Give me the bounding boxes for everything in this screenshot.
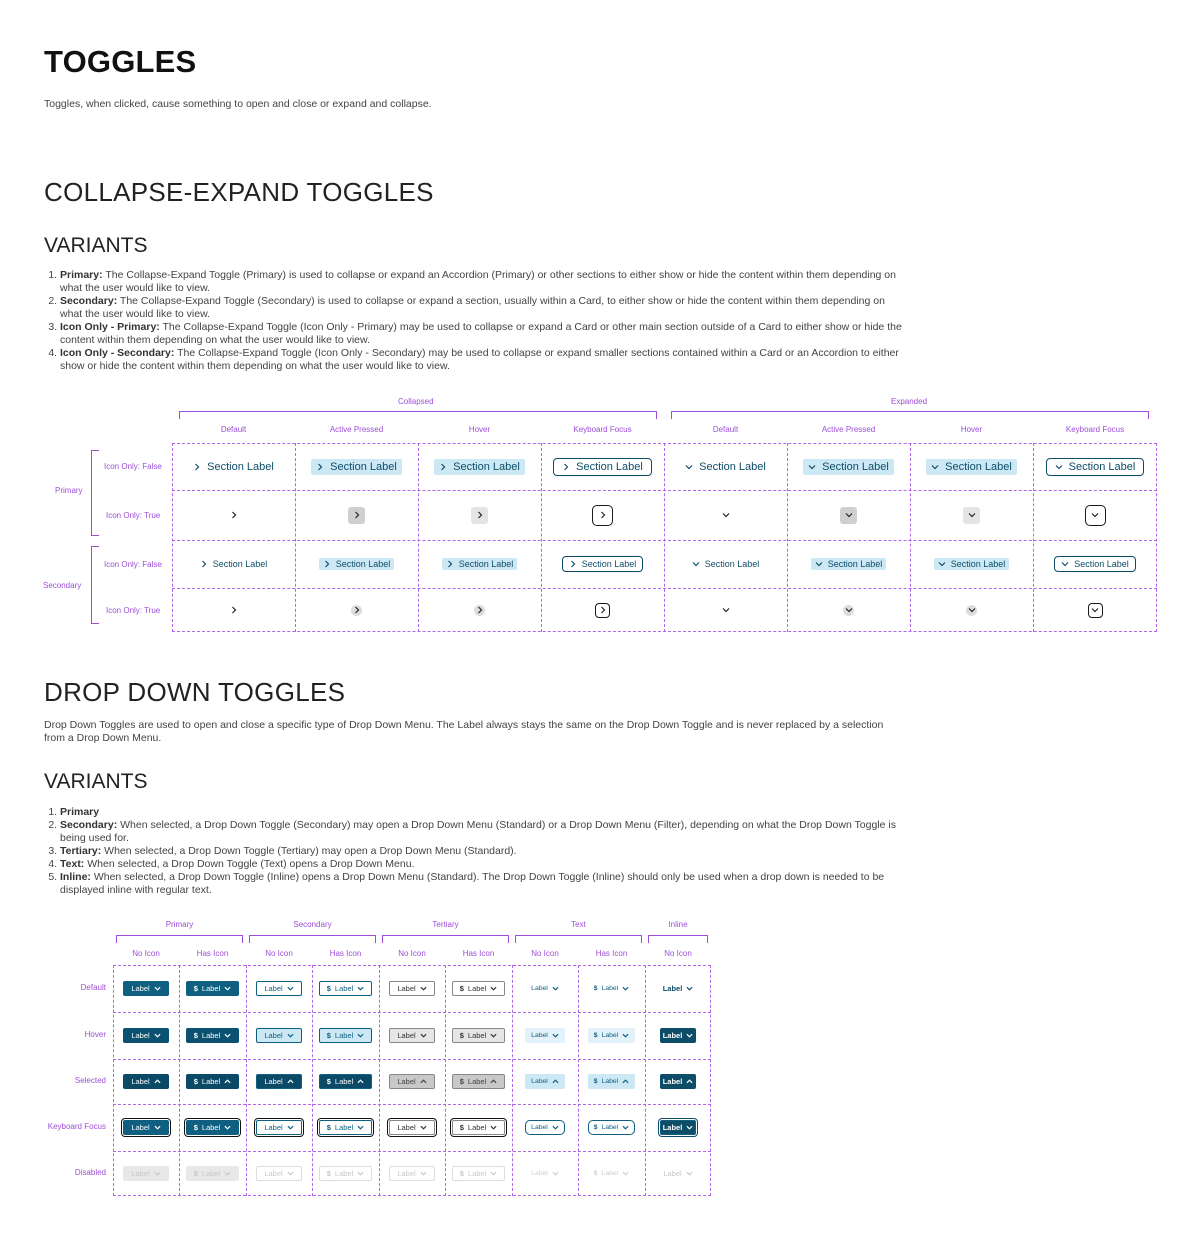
sec-drop-down-toggle[interactable]: [256, 1028, 301, 1043]
state-label: Hover: [84, 1029, 106, 1039]
toggle-label: Label: [601, 1170, 619, 1177]
chevron-down-icon: [686, 1124, 693, 1131]
dollar-icon: $: [326, 1031, 331, 1040]
toggle-label: Section Label: [1068, 460, 1136, 473]
toggle-label: Label: [662, 1077, 683, 1086]
inl-drop-down-toggle[interactable]: [660, 1074, 697, 1089]
txt-drop-down-toggle[interactable]: [588, 1028, 635, 1043]
sec-drop-down-toggle[interactable]: [319, 1074, 373, 1089]
toggle-label: Label: [467, 1169, 487, 1178]
group-bracket: [671, 411, 1149, 419]
chevron-right-icon: [200, 560, 208, 568]
toggle-label: Label: [397, 1077, 416, 1086]
chevron-down-icon: [287, 1170, 294, 1177]
txt-drop-down-toggle: [588, 1166, 635, 1181]
dollar-icon: $: [459, 1169, 464, 1178]
ter-drop-down-toggle[interactable]: [452, 1120, 506, 1135]
chevron-down-icon: [622, 1170, 629, 1177]
chevron-up-icon: [622, 1078, 629, 1085]
primary-collapse-expand-toggle[interactable]: [680, 459, 771, 475]
inl-drop-down-toggle[interactable]: [660, 1028, 697, 1043]
chevron-down-icon: [420, 1124, 427, 1131]
chevron-down-icon: [552, 1124, 559, 1131]
toggle-label: Label: [201, 1169, 221, 1178]
page-intro: Toggles, when clicked, cause something to open and close or expand and collapse.: [44, 98, 432, 110]
toggle-label: Label: [397, 1123, 416, 1132]
chevron-down-icon: [938, 560, 946, 568]
dollar-icon: $: [593, 1124, 598, 1131]
chevron-down-icon: [420, 1032, 427, 1039]
chevron-up-icon: [686, 1078, 693, 1085]
toggle-label: Label: [531, 1078, 548, 1085]
variants-heading: VARIANTS: [44, 234, 148, 257]
variant-item: 5. Inline: When selected, a Drop Down Toggle (Inline) opens a Drop Down Menu (Standard). The Drop Down Toggle (Inline) should only be used when a drop down is needed to be displayed inline with regular text.: [60, 871, 914, 897]
group-bracket: [249, 935, 376, 943]
chevron-down-icon[interactable]: [1085, 505, 1106, 526]
section-heading-drop-down: DROP DOWN TOGGLES: [44, 677, 346, 707]
pri-drop-down-toggle: [186, 1166, 240, 1181]
state-label: Keyboard Focus: [1065, 425, 1125, 434]
pri-drop-down-toggle[interactable]: [123, 1120, 168, 1135]
toggle-label: Label: [264, 1077, 283, 1086]
dollar-icon: $: [193, 984, 198, 993]
dollar-icon: $: [593, 1170, 598, 1177]
dollar-icon: $: [193, 1169, 198, 1178]
group-bracket: [382, 935, 509, 943]
chevron-down-icon[interactable]: [720, 605, 731, 616]
toggle-label: Label: [334, 1031, 354, 1040]
variant-item: 4. Icon Only - Secondary: The Collapse-Expand Toggle (Icon Only - Secondary) may be used to collapse or expand smaller sections contained within a Card or an Accordion to either show or hide the content within them depending on what the user would like to view.: [60, 347, 904, 373]
dollar-icon: $: [193, 1077, 198, 1086]
chevron-down-icon: [357, 1124, 364, 1131]
group-label: Primary: [165, 920, 194, 929]
toggle-label: Label: [601, 1032, 619, 1039]
chevron-down-icon: [685, 463, 693, 471]
chevron-down-icon: [490, 985, 497, 992]
toggle-label: Label: [264, 1169, 283, 1178]
toggle-label: Label: [467, 984, 487, 993]
toggle-label: Label: [264, 1123, 283, 1132]
variant-label-secondary: Secondary: [43, 581, 82, 590]
state-label: Active Pressed: [329, 425, 384, 434]
chevron-down-icon[interactable]: [966, 605, 977, 616]
toggle-label: Section Label: [458, 559, 514, 569]
toggle-label: Section Label: [335, 559, 391, 569]
chevron-down-icon: [357, 1032, 364, 1039]
dollar-icon: $: [326, 1169, 331, 1178]
variant-item: 4. Text: When selected, a Drop Down Toggle (Text) opens a Drop Down Menu.: [60, 858, 914, 871]
group-label: Secondary: [293, 920, 332, 929]
ter-drop-down-toggle: [389, 1166, 434, 1181]
chevron-right-icon: [446, 560, 454, 568]
sec-drop-down-toggle[interactable]: [319, 981, 373, 996]
chevron-down-icon: [154, 1170, 161, 1177]
toggle-label: Label: [201, 1123, 221, 1132]
pri-drop-down-toggle[interactable]: [186, 1028, 240, 1043]
state-label: Hover: [960, 425, 983, 434]
row-label-icon-only-true: Icon Only: True: [106, 511, 161, 520]
state-label: Selected: [74, 1075, 106, 1085]
toggle-label: Section Label: [699, 460, 766, 473]
icon-label: Has Icon: [462, 949, 495, 958]
chevron-down-icon: [692, 560, 700, 568]
toggle-label: Label: [467, 1031, 487, 1040]
dollar-icon: $: [593, 1032, 598, 1039]
chevron-up-icon: [552, 1078, 559, 1085]
toggle-label: Label: [531, 985, 548, 992]
secondary-collapse-expand-toggle[interactable]: [811, 558, 887, 570]
icon-label: No Icon: [265, 949, 293, 958]
toggle-label: Label: [131, 1077, 150, 1086]
icon-label: No Icon: [398, 949, 426, 958]
variants-list: [44, 806, 914, 897]
toggle-label: Label: [334, 1077, 354, 1086]
toggle-label: Label: [531, 1170, 548, 1177]
toggle-label: Label: [334, 1123, 354, 1132]
chevron-down-icon: [552, 1032, 559, 1039]
icon-label: Has Icon: [196, 949, 229, 958]
toggle-label: Section Label: [950, 559, 1006, 569]
chevron-down-icon: [357, 985, 364, 992]
variant-item: 3. Tertiary: When selected, a Drop Down Toggle (Tertiary) may open a Drop Down Menu (Standard).: [60, 845, 914, 858]
state-label: Disabled: [74, 1167, 106, 1177]
icon-label: No Icon: [531, 949, 559, 958]
row-label-icon-only-false: Icon Only: False: [104, 462, 162, 471]
inl-drop-down-toggle: [660, 1166, 695, 1181]
chevron-down-icon: [287, 985, 294, 992]
txt-drop-down-toggle[interactable]: [525, 1120, 565, 1135]
chevron-down-icon: [1055, 463, 1063, 471]
toggle-label: Label: [264, 984, 283, 993]
group-bracket: [648, 935, 708, 943]
chevron-right-icon[interactable]: [471, 507, 488, 524]
toggle-label: Label: [334, 1169, 354, 1178]
dollar-icon: $: [193, 1123, 198, 1132]
chevron-down-icon: [552, 1170, 559, 1177]
toggle-label: Label: [397, 1031, 416, 1040]
sec-drop-down-toggle[interactable]: [256, 981, 301, 996]
pri-drop-down-toggle[interactable]: [123, 1028, 168, 1043]
secondary-collapse-expand-toggle[interactable]: [934, 558, 1010, 570]
ter-drop-down-toggle[interactable]: [452, 1074, 506, 1089]
sec-drop-down-toggle[interactable]: [256, 1074, 301, 1089]
ter-drop-down-toggle[interactable]: [389, 981, 434, 996]
group-bracket: [179, 411, 657, 419]
drop-down-intro: Drop Down Toggles are used to open and close a specific type of Drop Down Menu. The Label always stays the same on the Drop Down Toggle and is never replaced by a selection from a Drop Down Menu.: [44, 719, 884, 744]
toggle-label: Label: [264, 1031, 283, 1040]
txt-drop-down-toggle: [525, 1166, 565, 1181]
chevron-up-icon: [154, 1078, 161, 1085]
toggle-label: Label: [131, 984, 150, 993]
toggle-label: Section Label: [207, 460, 274, 473]
toggle-label: Section Label: [704, 559, 760, 569]
variant-item: 3. Icon Only - Primary: The Collapse-Expand Toggle (Icon Only - Primary) may be used to collapse or expand a Card or other main section outside of a Card to either show or hide the content within them depending on what the user would like to view.: [60, 321, 904, 347]
toggle-label: Label: [601, 1078, 619, 1085]
chevron-up-icon: [224, 1078, 231, 1085]
toggle-label: Section Label: [827, 559, 883, 569]
icon-label: No Icon: [664, 949, 692, 958]
txt-drop-down-toggle[interactable]: [525, 1074, 565, 1089]
chevron-right-icon[interactable]: [351, 605, 362, 616]
chevron-down-icon: [815, 560, 823, 568]
chevron-down-icon: [287, 1032, 294, 1039]
chevron-right-icon[interactable]: [228, 605, 239, 616]
variants-list: [44, 269, 904, 373]
dollar-icon: $: [459, 984, 464, 993]
toggle-label: Label: [531, 1124, 548, 1131]
chevron-right-icon: [569, 560, 577, 568]
toggle-label: Label: [662, 1031, 683, 1040]
toggle-label: Section Label: [1074, 559, 1129, 569]
chevron-right-icon[interactable]: [592, 505, 613, 526]
chevron-down-icon: [622, 1032, 629, 1039]
chevron-down-icon: [622, 1124, 629, 1131]
chevron-down-icon: [224, 1170, 231, 1177]
chevron-down-icon: [224, 1032, 231, 1039]
variant-item: 2. Secondary: When selected, a Drop Down Toggle (Secondary) may open a Drop Down Menu (Standard) or a Drop Down Menu (Filter), depending on what the Drop Down Toggle is being used for.: [60, 819, 914, 845]
ter-drop-down-toggle[interactable]: [389, 1120, 434, 1135]
chevron-up-icon: [490, 1078, 497, 1085]
txt-drop-down-toggle[interactable]: [588, 1074, 635, 1089]
state-label: Default: [712, 425, 739, 434]
sec-drop-down-toggle[interactable]: [256, 1120, 301, 1135]
toggle-label: Section Label: [581, 559, 637, 569]
chevron-down-icon: [1061, 560, 1069, 568]
ter-drop-down-toggle[interactable]: [389, 1074, 434, 1089]
chevron-down-icon: [622, 985, 629, 992]
toggle-label: Label: [397, 1169, 416, 1178]
primary-collapse-expand-toggle[interactable]: [188, 459, 279, 475]
toggle-label: Label: [662, 984, 683, 993]
state-label: Default: [80, 982, 106, 992]
primary-collapse-expand-toggle[interactable]: [803, 459, 894, 475]
primary-collapse-expand-toggle[interactable]: [926, 459, 1017, 475]
variants-heading: VARIANTS: [44, 770, 148, 793]
state-label: Default: [220, 425, 247, 434]
toggle-label: Label: [663, 1169, 682, 1178]
row-label-icon-only-false: Icon Only: False: [104, 560, 162, 569]
dollar-icon: $: [459, 1031, 464, 1040]
dollar-icon: $: [459, 1077, 464, 1086]
toggle-label: Label: [601, 1124, 619, 1131]
chevron-down-icon[interactable]: [843, 605, 854, 616]
toggle-label: Label: [601, 985, 619, 992]
row-brace: [91, 450, 99, 536]
dollar-icon: $: [193, 1031, 198, 1040]
group-label: Tertiary: [432, 920, 459, 929]
secondary-collapse-expand-toggle[interactable]: [319, 558, 395, 570]
toggle-label: Label: [201, 984, 221, 993]
icon-label: Has Icon: [595, 949, 628, 958]
chevron-down-icon: [686, 1032, 693, 1039]
secondary-collapse-expand-toggle[interactable]: [562, 556, 644, 572]
dollar-icon: $: [459, 1123, 464, 1132]
toggle-label: Section Label: [822, 460, 889, 473]
chevron-down-icon: [154, 985, 161, 992]
chevron-down-icon[interactable]: [717, 507, 734, 524]
sec-drop-down-toggle[interactable]: [319, 1028, 373, 1043]
sec-drop-down-toggle: [256, 1166, 301, 1181]
toggle-label: Section Label: [576, 460, 643, 473]
secondary-collapse-expand-toggle[interactable]: [196, 558, 272, 570]
chevron-down-icon: [357, 1170, 364, 1177]
state-label: Keyboard Focus: [47, 1121, 106, 1131]
chevron-right-icon: [316, 463, 324, 471]
chevron-down-icon: [224, 1124, 231, 1131]
pri-drop-down-toggle[interactable]: [123, 1074, 168, 1089]
toggle-label: Label: [531, 1032, 548, 1039]
variant-item: 1. Primary: [60, 806, 914, 819]
group-label: Text: [571, 920, 586, 929]
secondary-collapse-expand-toggle[interactable]: [442, 558, 518, 570]
dollar-icon: $: [326, 1077, 331, 1086]
inl-drop-down-toggle[interactable]: [660, 981, 697, 996]
group-label-expanded: Expanded: [891, 397, 928, 406]
chevron-down-icon[interactable]: [840, 507, 857, 524]
txt-drop-down-toggle[interactable]: [588, 1120, 635, 1135]
secondary-collapse-expand-toggle[interactable]: [688, 558, 764, 570]
chevron-down-icon[interactable]: [1088, 603, 1103, 618]
chevron-down-icon: [287, 1124, 294, 1131]
sec-drop-down-toggle[interactable]: [319, 1120, 373, 1135]
state-label: Keyboard Focus: [573, 425, 632, 434]
ter-drop-down-toggle[interactable]: [452, 981, 506, 996]
variant-item: 1. Primary: The Collapse-Expand Toggle (Primary) is used to collapse or expand an Accordion (Primary) or other sections to either show or hide the content within them depending on what the user would like to view.: [60, 269, 904, 295]
state-label: Active Pressed: [821, 425, 876, 434]
chevron-down-icon: [154, 1032, 161, 1039]
group-bracket: [515, 935, 642, 943]
chevron-down-icon: [552, 985, 559, 992]
secondary-collapse-expand-toggle[interactable]: [1054, 556, 1136, 572]
txt-drop-down-toggle[interactable]: [588, 981, 635, 996]
chevron-down-icon: [490, 1124, 497, 1131]
pri-drop-down-toggle: [123, 1166, 168, 1181]
variant-label-primary: Primary: [55, 486, 83, 495]
state-label: Hover: [468, 425, 491, 434]
chevron-down-icon: [224, 985, 231, 992]
chevron-down-icon: [931, 463, 939, 471]
dollar-icon: $: [326, 984, 331, 993]
pri-drop-down-toggle[interactable]: [186, 1074, 240, 1089]
chevron-right-icon[interactable]: [474, 605, 485, 616]
chevron-down-icon: [420, 1170, 427, 1177]
chevron-right-icon: [439, 463, 447, 471]
chevron-up-icon: [287, 1078, 294, 1085]
chevron-down-icon: [490, 1032, 497, 1039]
chevron-down-icon: [686, 1170, 693, 1177]
chevron-right-icon[interactable]: [348, 507, 365, 524]
toggle-label: Section Label: [212, 559, 268, 569]
chevron-down-icon: [420, 985, 427, 992]
chevron-right-icon: [562, 463, 570, 471]
primary-collapse-expand-toggle[interactable]: [1046, 458, 1145, 476]
chevron-up-icon: [420, 1078, 427, 1085]
variant-item: 2. Secondary: The Collapse-Expand Toggle (Secondary) is used to collapse or expand a section, usually within a Card, to either show or hide the content within them depending on what the user would like to view.: [60, 295, 904, 321]
group-label-collapsed: Collapsed: [398, 397, 434, 406]
toggle-label: Section Label: [330, 460, 397, 473]
ter-drop-down-toggle[interactable]: [452, 1028, 506, 1043]
dollar-icon: $: [593, 985, 598, 992]
txt-drop-down-toggle[interactable]: [525, 1028, 565, 1043]
toggle-label: Label: [131, 1031, 150, 1040]
dollar-icon: $: [326, 1123, 331, 1132]
chevron-down-icon: [490, 1170, 497, 1177]
icon-label: No Icon: [132, 949, 160, 958]
primary-collapse-expand-toggle[interactable]: [311, 459, 402, 475]
toggle-label: Label: [397, 984, 416, 993]
chevron-right-icon[interactable]: [225, 507, 242, 524]
row-label-icon-only-true: Icon Only: True: [106, 606, 161, 615]
sec-drop-down-toggle: [319, 1166, 373, 1181]
chevron-down-icon: [686, 985, 693, 992]
pri-drop-down-toggle[interactable]: [186, 981, 240, 996]
group-bracket: [116, 935, 243, 943]
toggle-label: Label: [131, 1169, 150, 1178]
toggle-label: Label: [201, 1031, 221, 1040]
toggle-label: Section Label: [453, 460, 520, 473]
inl-drop-down-toggle[interactable]: [660, 1120, 697, 1135]
section-heading-collapse-expand: COLLAPSE-EXPAND TOGGLES: [44, 177, 434, 207]
chevron-right-icon[interactable]: [595, 603, 610, 618]
pri-drop-down-toggle[interactable]: [186, 1120, 240, 1135]
icon-label: Has Icon: [329, 949, 362, 958]
chevron-up-icon: [357, 1078, 364, 1085]
primary-collapse-expand-toggle[interactable]: [553, 458, 652, 476]
toggle-label: Label: [131, 1123, 150, 1132]
chevron-down-icon[interactable]: [963, 507, 980, 524]
page-title: TOGGLES: [44, 44, 197, 79]
primary-collapse-expand-toggle[interactable]: [434, 459, 525, 475]
chevron-down-icon: [154, 1124, 161, 1131]
group-label: Inline: [668, 920, 688, 929]
toggle-label: Section Label: [945, 460, 1012, 473]
toggle-label: Label: [467, 1077, 487, 1086]
dollar-icon: $: [593, 1078, 598, 1085]
pri-drop-down-toggle[interactable]: [123, 981, 168, 996]
toggle-label: Label: [334, 984, 354, 993]
toggle-label: Label: [467, 1123, 487, 1132]
txt-drop-down-toggle[interactable]: [525, 981, 565, 996]
chevron-down-icon: [808, 463, 816, 471]
ter-drop-down-toggle: [452, 1166, 506, 1181]
chevron-right-icon: [323, 560, 331, 568]
toggle-label: Label: [662, 1123, 683, 1132]
row-brace: [91, 546, 99, 624]
ter-drop-down-toggle[interactable]: [389, 1028, 434, 1043]
chevron-right-icon: [193, 463, 201, 471]
toggle-label: Label: [201, 1077, 221, 1086]
